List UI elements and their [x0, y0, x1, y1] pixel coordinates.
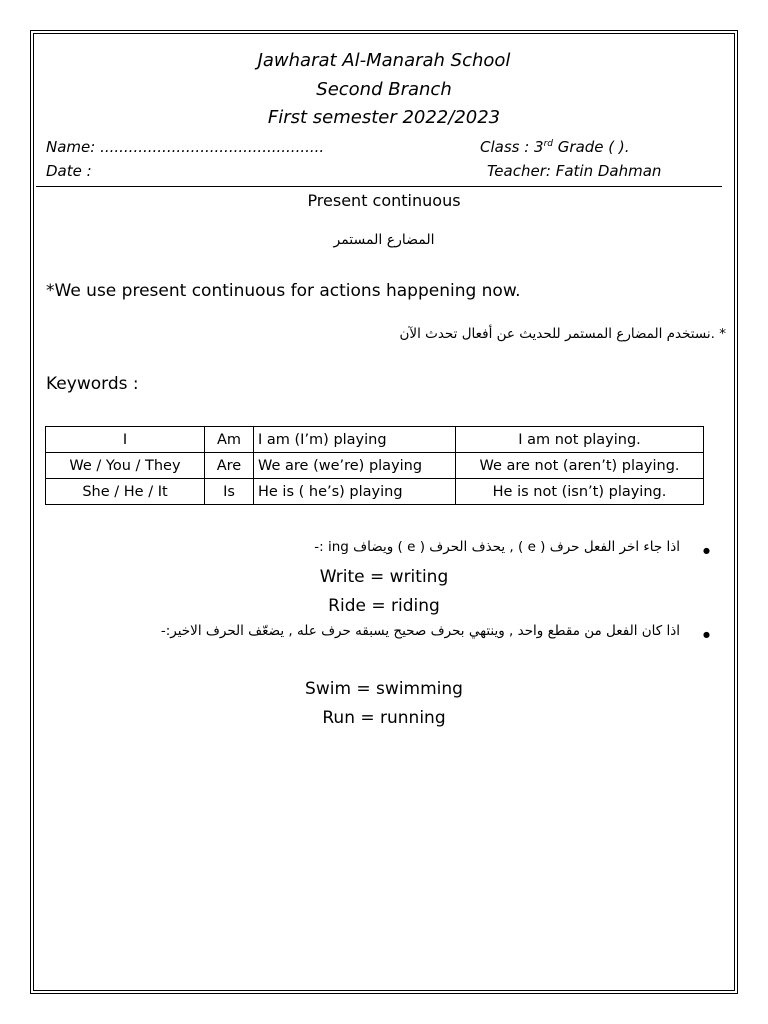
- table-cell: Am: [205, 427, 254, 453]
- table-cell: I am not playing.: [456, 427, 704, 453]
- class-field: [480, 138, 630, 156]
- table-cell: She / He / It: [46, 479, 205, 505]
- table-cell: I am (I’m) playing: [254, 427, 456, 453]
- table-cell: I: [46, 427, 205, 453]
- table-row: [46, 453, 704, 479]
- conjugation-table: [45, 426, 704, 505]
- school-name: Jawharat Al-Manarah School: [257, 50, 511, 71]
- teacher-name: Teacher: Fatin Dahman: [487, 162, 662, 180]
- table-cell: Is: [205, 479, 254, 505]
- table-cell: He is not (isn’t) playing.: [456, 479, 704, 505]
- date-field: Date :: [46, 162, 92, 180]
- lesson-title: Present continuous: [307, 191, 461, 210]
- bullet-icon: ●: [703, 630, 710, 639]
- table-row: [46, 479, 704, 505]
- class-prefix: Class : 3: [480, 138, 544, 156]
- keywords-label: Keywords :: [46, 374, 139, 394]
- table-cell: Are: [205, 453, 254, 479]
- class-sup: rd: [543, 139, 554, 149]
- rule-drop-e-arabic: اذا جاء اخر الفعل حرف ( e ) , يحذف الحرف ( e ) ويضاف ing :-: [314, 539, 680, 555]
- table-cell: He is ( he’s) playing: [254, 479, 456, 505]
- table-row: [46, 427, 704, 453]
- table-cell: We are not (aren’t) playing.: [456, 453, 704, 479]
- branch-name: Second Branch: [316, 79, 452, 100]
- example-ride: Ride = riding: [328, 596, 440, 616]
- example-swim: Swim = swimming: [305, 679, 463, 699]
- rule-double-consonant-arabic: اذا كان الفعل من مقطع واحد , وينتهي بحرف صحيح يسبقه حرف عله , يضعّف الحرف الاخير:-: [160, 623, 680, 639]
- usage-rule-arabic: * .نستخدم المضارع المستمر للحديث عن أفعال تحدث الآن: [399, 326, 726, 342]
- bullet-icon: ●: [703, 546, 710, 555]
- class-suffix: Grade ( ).: [553, 138, 630, 156]
- example-write: Write = writing: [319, 567, 449, 587]
- table-cell: We are (we’re) playing: [254, 453, 456, 479]
- example-run: Run = running: [322, 708, 446, 728]
- name-field: Name: ...............................................: [46, 138, 325, 156]
- header-divider: [36, 186, 722, 187]
- usage-rule: *We use present continuous for actions happening now.: [46, 281, 521, 301]
- lesson-title-arabic: المضارع المستمر: [333, 232, 435, 248]
- table-cell: We / You / They: [46, 453, 205, 479]
- semester: First semester 2022/2023: [267, 107, 501, 128]
